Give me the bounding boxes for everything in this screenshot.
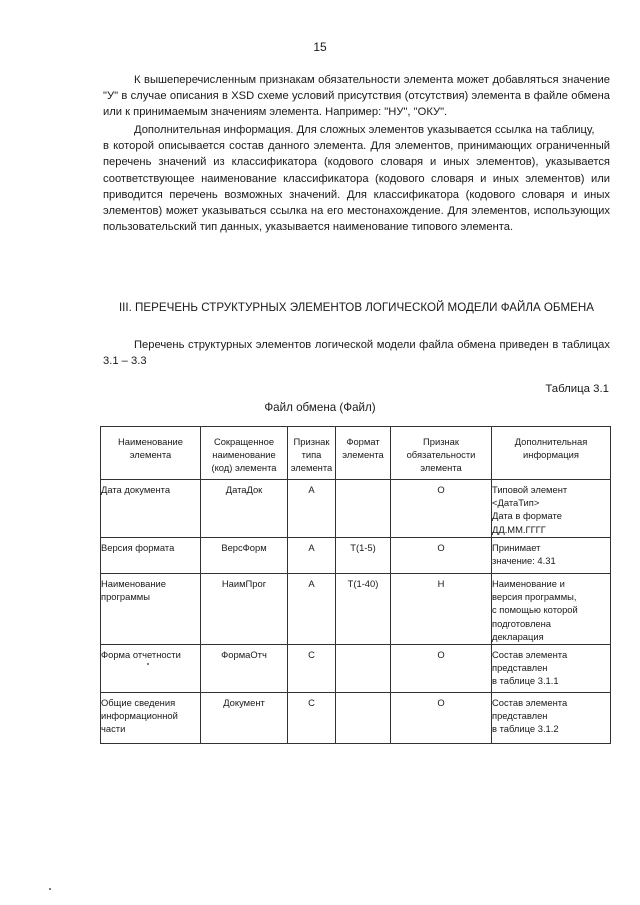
- info-line: Состав элемента: [492, 697, 568, 708]
- page-number: 15: [313, 40, 327, 54]
- info-line: версия программы,: [492, 591, 577, 603]
- intro-paragraph-2: [103, 122, 610, 235]
- cell-type: А: [288, 480, 336, 538]
- table-row: [101, 693, 611, 744]
- cell-info: [492, 645, 611, 693]
- info-line: подготовлена: [492, 617, 552, 629]
- cell-short-name: НаимПрог: [201, 574, 288, 645]
- info-line: декларация: [492, 630, 544, 642]
- cell-short-name: ДатаДок: [201, 480, 288, 538]
- name-line: Наименование: [101, 578, 166, 589]
- info-line: представлен: [492, 710, 548, 722]
- cell-short-name: ФормаОтч: [201, 645, 288, 693]
- cell-short-name: ВерсФорм: [201, 538, 288, 574]
- cell-name: Версия формата: [101, 538, 201, 574]
- info-line: Типовой элемент: [492, 484, 568, 495]
- cell-info: [492, 693, 611, 744]
- name-line: информационной: [101, 710, 178, 722]
- cell-required: Н: [391, 574, 492, 645]
- cell-name: [101, 693, 201, 744]
- cell-type: А: [288, 574, 336, 645]
- cell-required: О: [391, 480, 492, 538]
- table-row: [101, 645, 611, 693]
- info-line: представлен: [492, 662, 548, 674]
- cell-format: Т(1-40): [336, 574, 391, 645]
- cell-required: О: [391, 645, 492, 693]
- paragraph-text-rest: в которой описывается состав данного элемента. Для элементов, принимающих ограниченный перечень значений из классификатора (кодового словаря и иных элементов), указывается соответствующее наименование классификатора (кодового словаря и иных элементов) или приводится перечень возможных значений. Для классификатора (кодового словаря и иных элементов) может указываться ссылка на его местонахождение. Для элементов, использующих пользовательский тип данных, указывается наименование типового элемента.: [103, 140, 610, 234]
- table-header-row: [101, 427, 611, 480]
- info-line: Дата в формате: [492, 510, 562, 522]
- scan-speck: [147, 663, 149, 665]
- paragraph-text: К вышеперечисленным признакам обязательности элемента может добавляться значение "У" в случае описания в XSD схеме условий присутствия (отсутствия) элемента в файле обмена или к принимаемым значениям элемента. Например: "НУ", "ОКУ".: [103, 74, 610, 119]
- cell-required: О: [391, 693, 492, 744]
- header-short-name: Сокращенное наименование (код) элемента: [201, 427, 288, 480]
- paragraph-text-first: Дополнительная информация. Для сложных элементов указывается ссылка на таблицу,: [134, 124, 595, 136]
- cell-info: [492, 574, 611, 645]
- cell-format: [336, 693, 391, 744]
- cell-name: Форма отчетности: [101, 645, 201, 693]
- cell-info: [492, 538, 611, 574]
- table-row: [101, 538, 611, 574]
- info-line: в таблице 3.1.1: [492, 675, 559, 687]
- info-line: в таблице 3.1.2: [492, 723, 559, 735]
- cell-required: О: [391, 538, 492, 574]
- cell-short-name: Документ: [201, 693, 288, 744]
- info-line: ДД.ММ.ГГГГ: [492, 523, 546, 535]
- cell-type: С: [288, 693, 336, 744]
- info-line: Состав элемента: [492, 649, 568, 660]
- cell-type: С: [288, 645, 336, 693]
- cell-info: [492, 480, 611, 538]
- elements-table: [100, 426, 611, 744]
- cell-type: А: [288, 538, 336, 574]
- header-format: Формат элемента: [336, 427, 391, 480]
- name-line: программы: [101, 591, 150, 603]
- cell-name: Дата документа: [101, 480, 201, 538]
- paragraph-text: Перечень структурных элементов логической модели файла обмена приведен в таблицах 3.1 – 3.3: [103, 339, 610, 368]
- table-title: Файл обмена (Файл): [264, 401, 376, 414]
- info-line: <ДатаТип>: [492, 497, 540, 509]
- info-line: Наименование и: [492, 578, 565, 589]
- name-line: части: [101, 723, 126, 735]
- cell-format: [336, 645, 391, 693]
- name-line: Общие сведения: [101, 697, 176, 708]
- cell-format: Т(1-5): [336, 538, 391, 574]
- header-info: Дополнительная информация: [492, 427, 611, 480]
- header-type: Признак типа элемента: [288, 427, 336, 480]
- intro-paragraph-1: [103, 72, 610, 121]
- table-label: Таблица 3.1: [545, 383, 609, 395]
- section-title: III. ПЕРЕЧЕНЬ СТРУКТУРНЫХ ЭЛЕМЕНТОВ ЛОГИЧЕСКОЙ МОДЕЛИ ФАЙЛА ОБМЕНА: [118, 301, 595, 314]
- info-line: Принимает: [492, 542, 541, 553]
- cell-name: [101, 574, 201, 645]
- table-row: [101, 480, 611, 538]
- header-required: Признак обязательности элемента: [391, 427, 492, 480]
- table-row: [101, 574, 611, 645]
- info-line: с помощью которой: [492, 604, 578, 616]
- header-name: Наименование элемента: [101, 427, 201, 480]
- section-paragraph: [103, 337, 610, 369]
- scan-speck: [49, 888, 51, 890]
- info-line: значение: 4.31: [492, 555, 556, 567]
- cell-format: [336, 480, 391, 538]
